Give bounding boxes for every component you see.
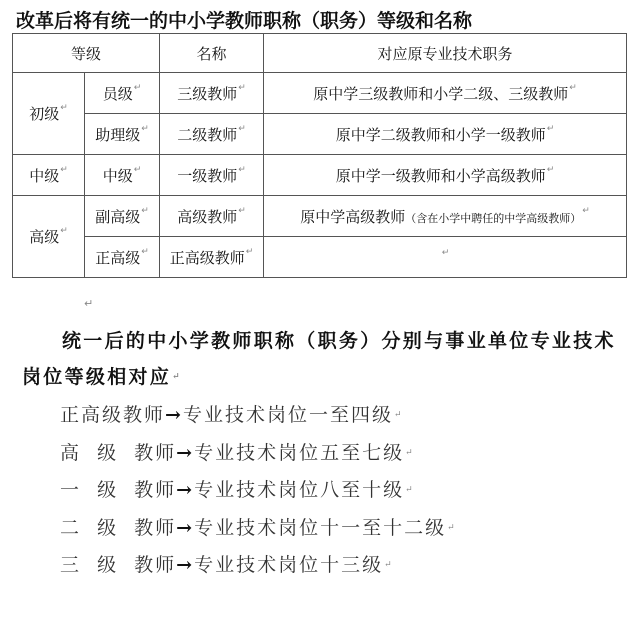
original-title-note: （含在小学中聘任的中学高级教师） bbox=[405, 211, 582, 225]
group-label-junior: 初级↵ bbox=[13, 73, 85, 155]
original-title: ↵ bbox=[264, 237, 627, 278]
list-item: 二 级 教师→专业技术岗位十一至十二级↵ bbox=[60, 516, 457, 539]
arrow-icon: → bbox=[176, 516, 195, 539]
original-title: 原中学三级教师和小学二级、三级教师↵ bbox=[264, 73, 627, 114]
paragraph-line-2: 岗位等级相对应↵ bbox=[22, 366, 182, 388]
sub-level: 副高级↵ bbox=[85, 196, 160, 237]
table-row bbox=[13, 73, 627, 114]
title-name: 高级教师↵ bbox=[160, 196, 264, 237]
arrow-icon: → bbox=[176, 479, 195, 501]
original-title: 原中学高级教师（含在小学中聘任的中学高级教师）↵ bbox=[264, 196, 627, 237]
paragraph-mark: ↵ bbox=[84, 297, 94, 310]
table-header-row bbox=[13, 34, 627, 73]
sub-level: 助理级↵ bbox=[85, 114, 160, 155]
body-paragraph bbox=[22, 323, 622, 395]
arrow-icon: → bbox=[176, 441, 195, 464]
title-name: 一级教师↵ bbox=[160, 155, 264, 196]
sub-level: 中级↵ bbox=[85, 155, 160, 196]
title-name: 正高级教师↵ bbox=[160, 237, 264, 278]
sub-level: 员级↵ bbox=[85, 73, 160, 114]
original-title: 原中学二级教师和小学一级教师↵ bbox=[264, 114, 627, 155]
group-label-senior: 高级↵ bbox=[13, 196, 85, 278]
paragraph-line-1: 统一后的中小学教师职称（职务）分别与事业单位专业技术 bbox=[62, 330, 616, 352]
list-item: 三 级 教师→专业技术岗位十三级↵ bbox=[60, 554, 394, 576]
list-item: 高 级 教师→专业技术岗位五至七级↵ bbox=[60, 441, 415, 464]
table-row bbox=[13, 237, 627, 278]
list-item: 一 级 教师→专业技术岗位八至十级↵ bbox=[60, 479, 415, 501]
table-row bbox=[13, 196, 627, 237]
grade-mapping-list bbox=[60, 397, 457, 585]
title-name: 二级教师↵ bbox=[160, 114, 264, 155]
arrow-icon: → bbox=[165, 404, 183, 426]
table-row bbox=[13, 155, 627, 196]
grade-table bbox=[12, 33, 627, 278]
group-label-intermediate: 中级↵ bbox=[13, 155, 85, 196]
title-name: 三级教师↵ bbox=[160, 73, 264, 114]
arrow-icon: → bbox=[176, 554, 195, 576]
table-row bbox=[13, 114, 627, 155]
original-title: 原中学一级教师和小学高级教师↵ bbox=[264, 155, 627, 196]
header-level: 等级 bbox=[13, 34, 160, 73]
header-original: 对应原专业技术职务 bbox=[264, 34, 627, 73]
header-name: 名称 bbox=[160, 34, 264, 73]
page-title: 改革后将有统一的中小学教师职称（职务）等级和名称 bbox=[16, 10, 473, 32]
sub-level: 正高级↵ bbox=[85, 237, 160, 278]
list-item: 正高级教师→专业技术岗位一至四级↵ bbox=[60, 404, 404, 426]
